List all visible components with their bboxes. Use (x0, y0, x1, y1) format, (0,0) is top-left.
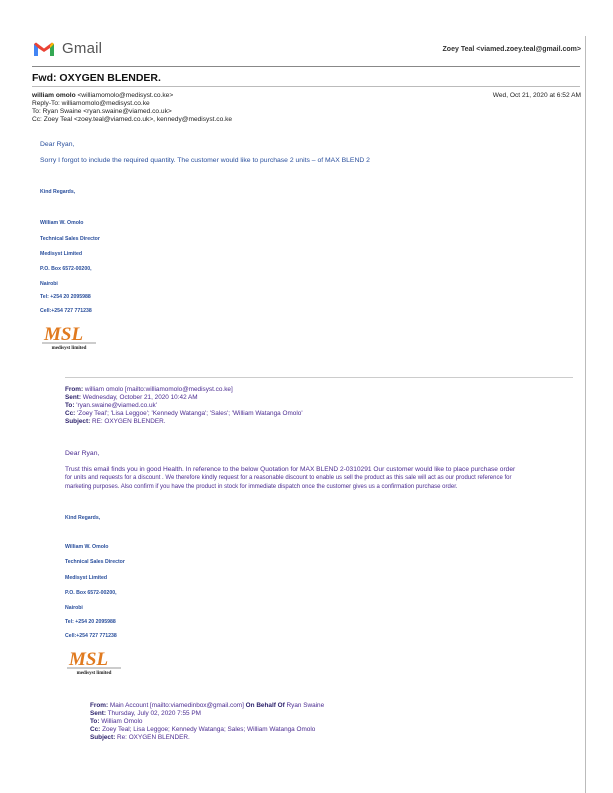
quote1-paragraph: Trust this email finds you in good Health. In reference to the below Quotation for MAX BLEND 2-0310291 Our customer would like to place purchase order for units and requests for a discount . We therefore kindly request for a reasonable discount to enable us sell the product as this sale will act as our product reference for marketing purposes. Also confirm if you have the product in stock for immediate dispatch once the customer gives us a confirmation purchase order. (65, 466, 516, 490)
gmail-logo (33, 40, 102, 57)
sig-name: William W. Omolo (40, 220, 84, 226)
email-date: Wed, Oct 21, 2020 at 6:52 AM (492, 92, 581, 99)
email-from (32, 92, 173, 100)
msl-logo-tagline-2: medisyst limited (76, 671, 112, 675)
sig2-title: Technical Sales Director (65, 559, 125, 565)
sig2-company: Medisyst Limited (65, 575, 108, 581)
sig-title: Technical Sales Director (40, 236, 100, 242)
email-cc: Cc: Zoey Teal <zoey.teal@viamed.co.uk>, kennedy@medisyst.co.ke (32, 116, 233, 123)
email-reply-to: Reply-To: williamomolo@medisyst.co.ke (32, 100, 150, 107)
quote2-to: To: William Omolo (90, 718, 143, 725)
msl-logo-2 (65, 645, 123, 680)
quote2-from: From: Main Account [mailto:viamedinbox@gmail.com] On Behalf Of Ryan Swaine (90, 702, 325, 709)
header-divider (32, 66, 580, 67)
msl-logo-graphic-2 (65, 645, 123, 675)
quote1-from: From: william omolo [mailto:williamomolo@medisyst.co.ke] (65, 386, 233, 393)
sig-city: Nairobi (40, 281, 58, 287)
quote1-to: To: 'ryan.swaine@viamed.co.uk' (65, 402, 157, 409)
subject-divider (32, 86, 580, 87)
body-line: Sorry I forgot to include the required quantity. The customer would like to purchase 2 units – of MAX BLEND 2 (40, 157, 370, 164)
gmail-m-icon (33, 41, 55, 57)
account-email: Zoey Teal <viamed.zoey.teal@gmail.com> (442, 46, 581, 53)
sig-cell: Cell:+254 727 771238 (40, 308, 92, 314)
msl-logo-mark: MSL (44, 324, 84, 345)
page-edge-line (585, 36, 586, 793)
body-regards: Kind Regards, (40, 189, 76, 195)
email-subject: Fwd: OXYGEN BLENDER. (32, 72, 161, 84)
quote1-subject: Subject: RE: OXYGEN BLENDER. (65, 418, 166, 425)
sig2-name: William W. Omolo (65, 544, 109, 550)
sig-company: Medisyst Limited (40, 251, 83, 257)
sig-tel: Tel: +254 20 2095988 (40, 294, 91, 300)
quote1-regards: Kind Regards, (65, 515, 101, 521)
sig2-tel: Tel: +254 20 2095988 (65, 619, 116, 625)
quote1-cc: Cc: 'Zoey Teal'; 'Lisa Leggoe'; 'Kennedy Watanga'; 'Sales'; 'William Watanga Omolo' (65, 410, 303, 417)
msl-logo-mark-2: MSL (69, 649, 109, 670)
quote2-sent: Sent: Thursday, July 02, 2020 7:55 PM (90, 710, 201, 717)
gmail-wordmark: Gmail (62, 40, 103, 57)
quote2-cc: Cc: Zoey Teal; Lisa Leggoe; Kennedy Watanga; Sales; William Watanga Omolo (90, 726, 316, 733)
quote1-greeting: Dear Ryan, (65, 450, 100, 457)
sender-address[interactable]: <williamomolo@medisyst.co.ke> (77, 92, 174, 99)
sig2-cell: Cell:+254 727 771238 (65, 633, 117, 639)
email-to: To: Ryan Swaine <ryan.swaine@viamed.co.uk> (32, 108, 172, 115)
msl-logo (40, 320, 98, 355)
sig2-box: P.O. Box 6572-00200, (65, 590, 117, 596)
sig2-city: Nairobi (65, 605, 83, 611)
quote1-sent: Sent: Wednesday, October 21, 2020 10:42 AM (65, 394, 198, 401)
msl-logo-graphic (40, 320, 98, 350)
msl-logo-tagline: medisyst limited (51, 346, 87, 350)
body-greeting: Dear Ryan, (40, 141, 75, 148)
sig-box: P.O. Box 6572-00200, (40, 266, 92, 272)
sender-name: william omolo (32, 92, 76, 99)
quote2-subject: Subject: Re: OXYGEN BLENDER. (90, 734, 190, 741)
quote-divider (65, 377, 573, 378)
